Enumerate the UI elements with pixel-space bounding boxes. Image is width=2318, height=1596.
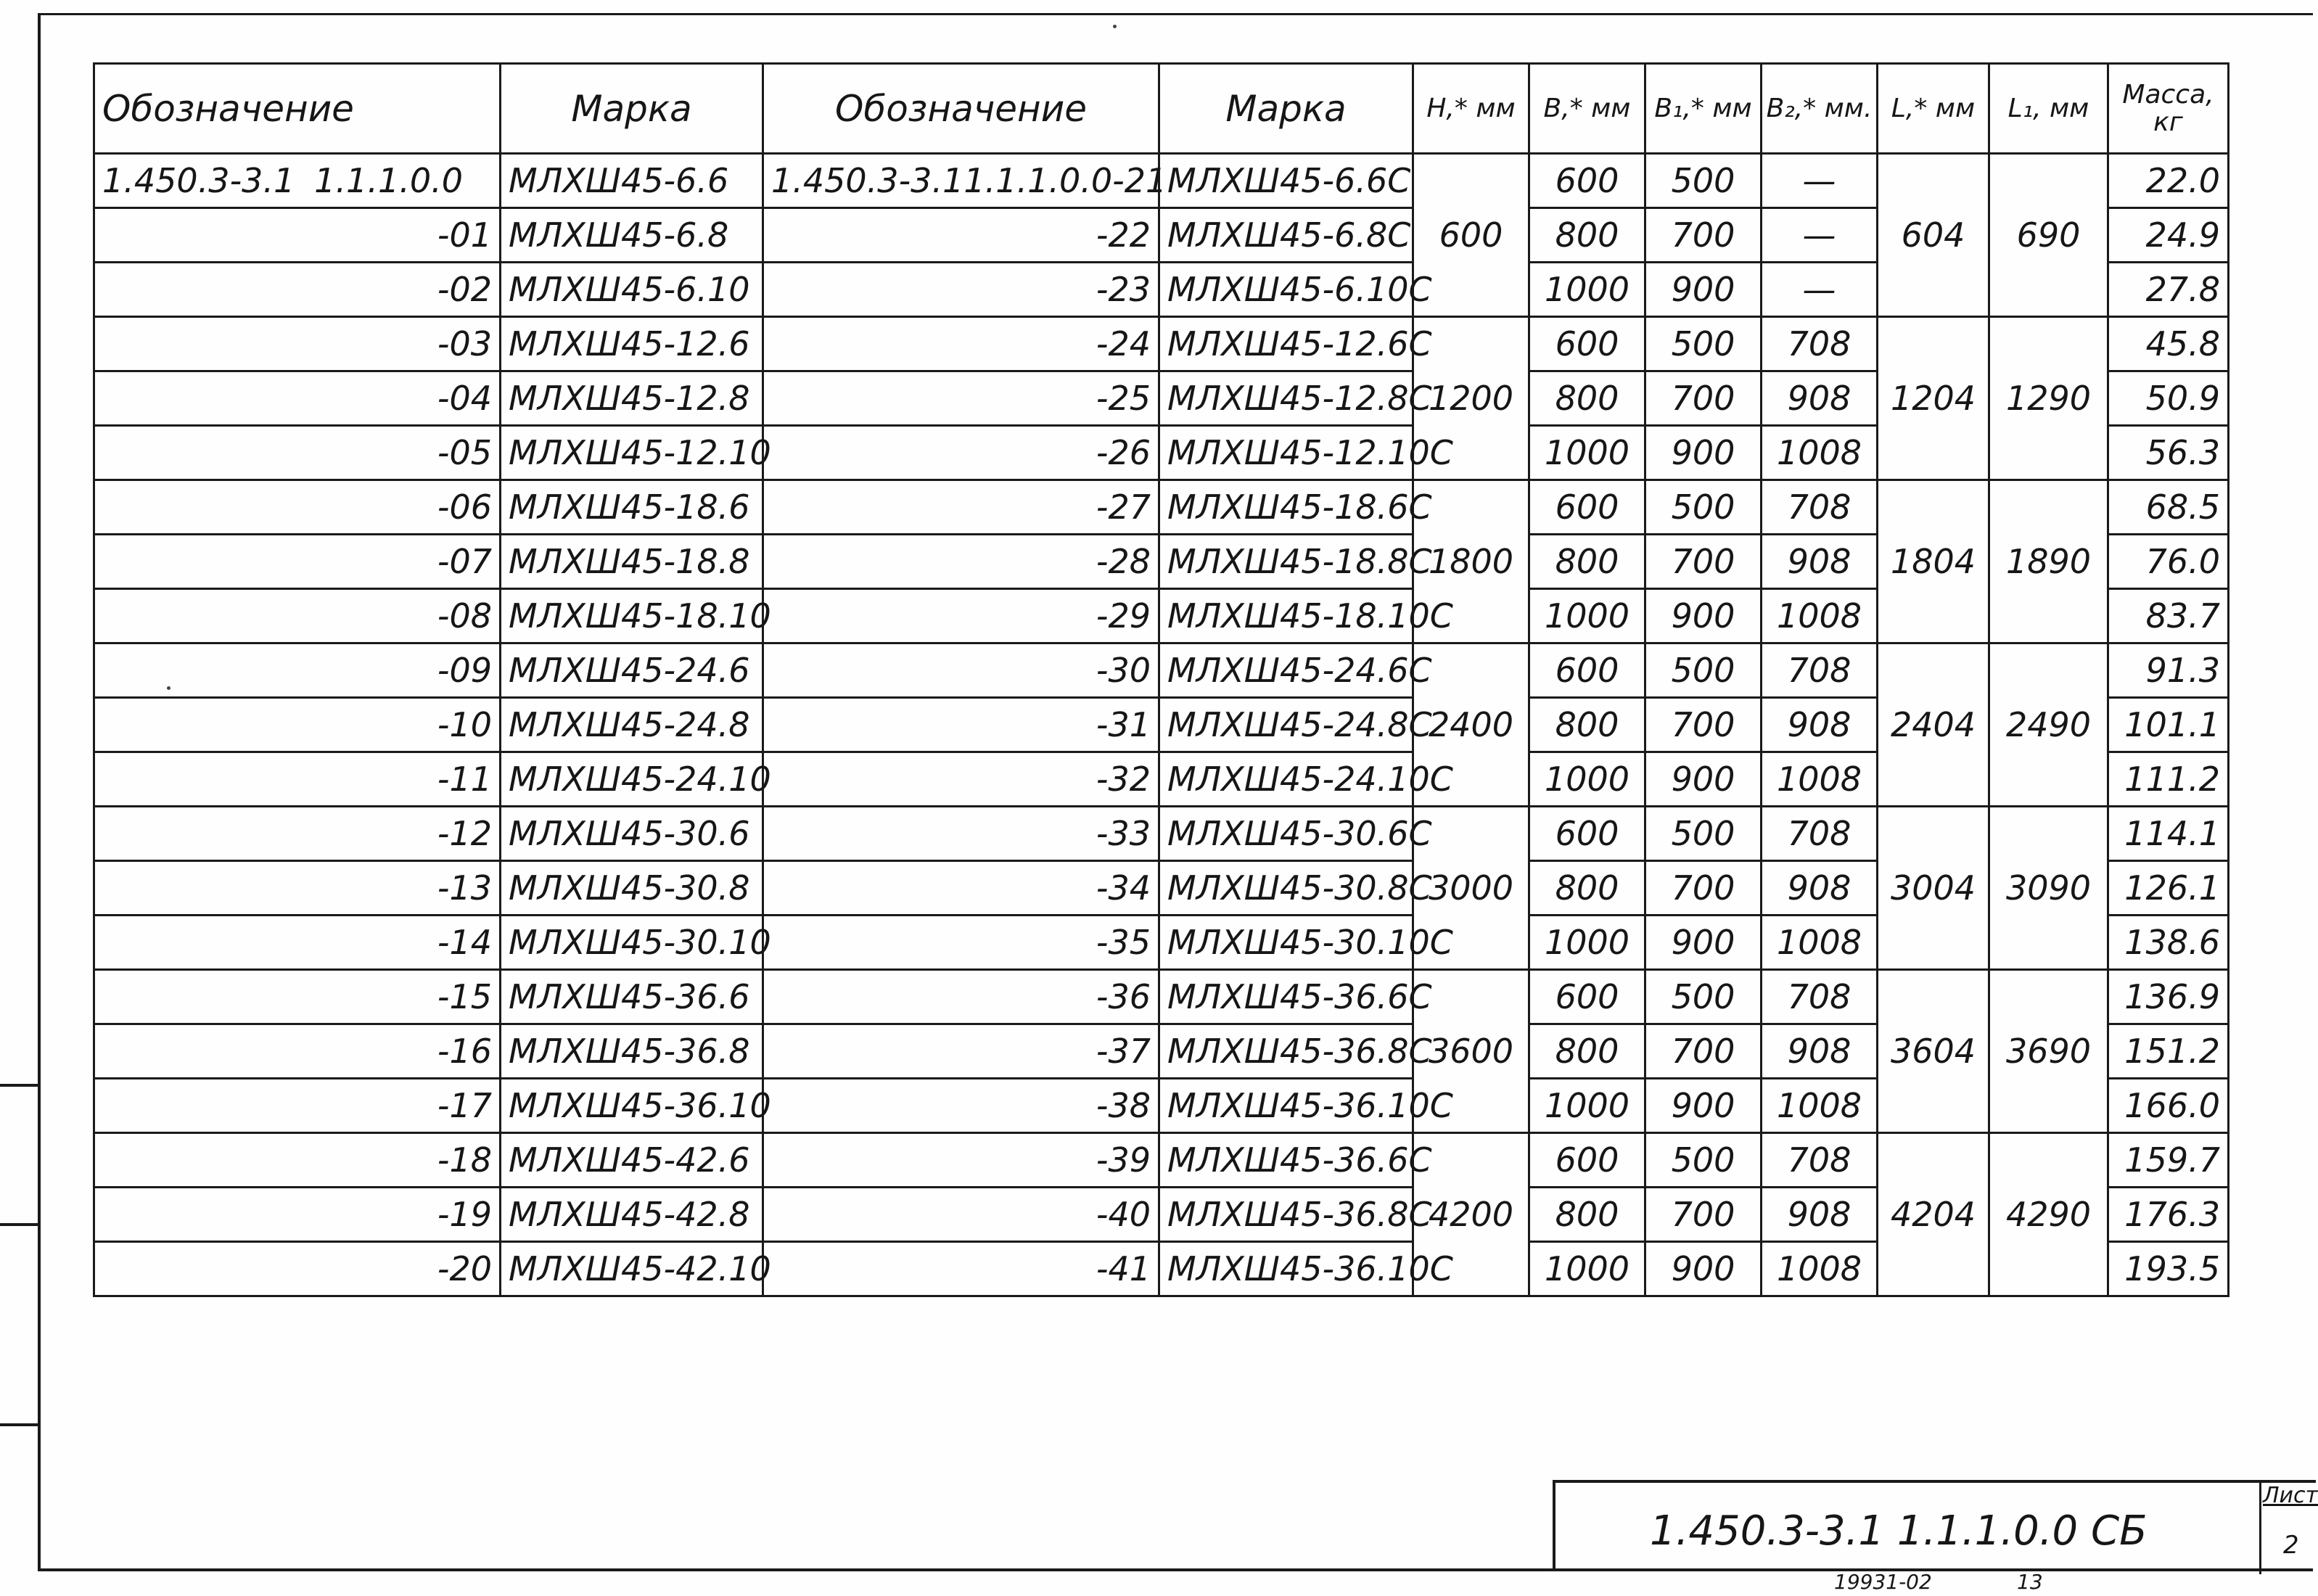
table-row <box>94 1133 2229 1188</box>
length-cell: 1804 <box>1878 480 1989 643</box>
b1-cell: 500 <box>1645 970 1762 1024</box>
mark-cell-2: МЛХШ45-36.6С <box>1159 970 1413 1024</box>
designation-cell-2: -25 <box>763 371 1159 426</box>
title-block <box>1553 1480 2316 1571</box>
b1-cell: 700 <box>1645 1188 1762 1242</box>
b1-cell: 500 <box>1645 807 1762 861</box>
length-cell: 3604 <box>1878 970 1989 1133</box>
designation-cell: -18 <box>94 1133 501 1188</box>
margin-tick <box>0 1223 38 1226</box>
header-mark: Марка <box>501 64 763 154</box>
b2-cell: 1008 <box>1762 916 1878 970</box>
designation-code: 1.450.3-3.1 <box>102 161 295 200</box>
b1-cell: 700 <box>1645 861 1762 916</box>
designation-cell-2: -29 <box>763 589 1159 643</box>
height-cell: 2400 <box>1413 643 1529 807</box>
mass-cell: 24.9 <box>2108 208 2229 263</box>
margin-tick <box>0 1423 38 1426</box>
header-row <box>94 64 2229 154</box>
mark-cell-2: МЛХШ45-24.6С <box>1159 643 1413 698</box>
height-cell: 1800 <box>1413 480 1529 643</box>
mass-cell: 166.0 <box>2108 1079 2229 1133</box>
b1-cell: 500 <box>1645 480 1762 535</box>
mark-cell: МЛХШ45-24.6 <box>501 643 763 698</box>
mark-cell-2: МЛХШ45-36.10С <box>1159 1242 1413 1296</box>
designation-cell: -12 <box>94 807 501 861</box>
mass-cell: 136.9 <box>2108 970 2229 1024</box>
mass-cell: 138.6 <box>2108 916 2229 970</box>
b-cell: 1000 <box>1529 589 1645 643</box>
mark-cell-2: МЛХШ45-24.10С <box>1159 752 1413 807</box>
mass-cell: 151.2 <box>2108 1024 2229 1079</box>
b-cell: 1000 <box>1529 916 1645 970</box>
designation-cell-2: -39 <box>763 1133 1159 1188</box>
length-cell: 2404 <box>1878 643 1989 807</box>
designation-cell-2: -26 <box>763 426 1159 480</box>
mass-cell: 159.7 <box>2108 1133 2229 1188</box>
mark-cell-2: МЛХШ45-12.8С <box>1159 371 1413 426</box>
mark-cell: МЛХШ45-6.8 <box>501 208 763 263</box>
b1-cell: 500 <box>1645 154 1762 208</box>
b2-cell: — <box>1762 154 1878 208</box>
designation-cell: -20 <box>94 1242 501 1296</box>
designation-cell-2: -28 <box>763 535 1159 589</box>
header-mark-2: Марка <box>1159 64 1413 154</box>
designation-cell: -15 <box>94 970 501 1024</box>
mark-cell-2: МЛХШ45-30.8С <box>1159 861 1413 916</box>
b-cell: 800 <box>1529 535 1645 589</box>
b-cell: 1000 <box>1529 1079 1645 1133</box>
mark-cell: МЛХШ45-6.10 <box>501 263 763 317</box>
designation-cell: -02 <box>94 263 501 317</box>
designation-cell: -11 <box>94 752 501 807</box>
height-cell: 600 <box>1413 154 1529 317</box>
b2-cell: 708 <box>1762 1133 1878 1188</box>
b2-cell: 1008 <box>1762 1242 1878 1296</box>
header-b2: B₂,* мм. <box>1762 64 1878 154</box>
header-l: L,* мм <box>1878 64 1989 154</box>
designation-cell-2: -40 <box>763 1188 1159 1242</box>
b-cell: 600 <box>1529 317 1645 371</box>
mark-cell: МЛХШ45-36.8 <box>501 1024 763 1079</box>
mark-cell-2: МЛХШ45-18.6С <box>1159 480 1413 535</box>
table-row <box>94 970 2229 1024</box>
designation-cell: -07 <box>94 535 501 589</box>
table-row <box>94 317 2229 371</box>
designation-cell-2: -31 <box>763 698 1159 752</box>
b1-cell: 500 <box>1645 1133 1762 1188</box>
length1-cell: 2490 <box>1989 643 2108 807</box>
designation-cell: -08 <box>94 589 501 643</box>
b2-cell: 1008 <box>1762 589 1878 643</box>
designation-cell: -06 <box>94 480 501 535</box>
b1-cell: 900 <box>1645 1242 1762 1296</box>
header-h: H,* мм <box>1413 64 1529 154</box>
designation-cell: -05 <box>94 426 501 480</box>
designation-cell: -04 <box>94 371 501 426</box>
mass-cell: 101.1 <box>2108 698 2229 752</box>
designation-cell: -09 <box>94 643 501 698</box>
designation-cell: -13 <box>94 861 501 916</box>
designation-cell: -10 <box>94 698 501 752</box>
designation-cell-2: -24 <box>763 317 1159 371</box>
designation-cell-2: -38 <box>763 1079 1159 1133</box>
b1-cell: 900 <box>1645 263 1762 317</box>
mass-cell: 76.0 <box>2108 535 2229 589</box>
height-cell: 4200 <box>1413 1133 1529 1296</box>
b2-cell: 908 <box>1762 861 1878 916</box>
b1-cell: 500 <box>1645 643 1762 698</box>
mark-cell: МЛХШ45-42.6 <box>501 1133 763 1188</box>
mass-cell: 114.1 <box>2108 807 2229 861</box>
b2-cell: 708 <box>1762 480 1878 535</box>
b2-cell: 708 <box>1762 643 1878 698</box>
mark-cell-2: МЛХШ45-36.10С <box>1159 1079 1413 1133</box>
b1-cell: 900 <box>1645 752 1762 807</box>
length-cell: 4204 <box>1878 1133 1989 1296</box>
designation-cell: -16 <box>94 1024 501 1079</box>
b2-cell: 1008 <box>1762 1079 1878 1133</box>
b2-cell: 708 <box>1762 807 1878 861</box>
header-designation: Обозначение <box>94 64 501 154</box>
mark-cell: МЛХШ45-42.8 <box>501 1188 763 1242</box>
b2-cell: 908 <box>1762 535 1878 589</box>
table-body <box>94 154 2229 1296</box>
header-l1: L₁, мм <box>1989 64 2108 154</box>
mark-cell: МЛХШ45-12.6 <box>501 317 763 371</box>
mass-cell: 45.8 <box>2108 317 2229 371</box>
b2-cell: 1008 <box>1762 752 1878 807</box>
mark-cell: МЛХШ45-6.6 <box>501 154 763 208</box>
designation-cell: -19 <box>94 1188 501 1242</box>
mark-cell: МЛХШ45-18.8 <box>501 535 763 589</box>
mark-cell: МЛХШ45-24.8 <box>501 698 763 752</box>
designation-cell-2: -41 <box>763 1242 1159 1296</box>
designation-code-2: 1.450.3-3.1 <box>771 161 964 200</box>
designation-number-2: 1.1.1.0.0-21 <box>963 161 1167 200</box>
designation-cell-2 <box>763 154 1167 208</box>
mark-cell-2: МЛХШ45-6.8С <box>1159 208 1413 263</box>
designation-cell-2: -23 <box>763 263 1159 317</box>
b2-cell: 908 <box>1762 371 1878 426</box>
length1-cell: 1290 <box>1989 317 2108 480</box>
copy-number: 19931-02 <box>1834 1570 1932 1594</box>
designation-cell: -01 <box>94 208 501 263</box>
b-cell: 600 <box>1529 154 1645 208</box>
sheet-number: 2 <box>2283 1531 2299 1560</box>
designation-cell-2: -36 <box>763 970 1159 1024</box>
mark-cell: МЛХШ45-30.8 <box>501 861 763 916</box>
length-cell: 1204 <box>1878 317 1989 480</box>
mass-cell: 91.3 <box>2108 643 2229 698</box>
length1-cell: 3090 <box>1989 807 2108 970</box>
mark-cell-2: МЛХШ45-30.10С <box>1159 916 1413 970</box>
b-cell: 800 <box>1529 1188 1645 1242</box>
mass-cell: 27.8 <box>2108 263 2229 317</box>
designation-cell <box>94 154 501 208</box>
header-designation-2: Обозначение <box>763 64 1159 154</box>
b-cell: 1000 <box>1529 263 1645 317</box>
sheet-label: Лист <box>2263 1483 2318 1508</box>
mass-cell: 126.1 <box>2108 861 2229 916</box>
mark-cell-2: МЛХШ45-12.10С <box>1159 426 1413 480</box>
table-row <box>94 643 2229 698</box>
height-cell: 3000 <box>1413 807 1529 970</box>
document-code: 1.450.3-3.1 1.1.1.0.0 СБ <box>1650 1507 2148 1555</box>
designation-cell: -03 <box>94 317 501 371</box>
designation-cell-2: -30 <box>763 643 1159 698</box>
b1-cell: 900 <box>1645 426 1762 480</box>
designation-cell-2: -22 <box>763 208 1159 263</box>
mark-cell-2: МЛХШ45-6.6С <box>1159 154 1413 208</box>
b-cell: 800 <box>1529 698 1645 752</box>
length1-cell: 3690 <box>1989 970 2108 1133</box>
mark-cell: МЛХШ45-42.10 <box>501 1242 763 1296</box>
b2-cell: 708 <box>1762 317 1878 371</box>
mass-cell: 83.7 <box>2108 589 2229 643</box>
b2-cell: 908 <box>1762 1024 1878 1079</box>
mark-cell-2: МЛХШ45-36.8С <box>1159 1188 1413 1242</box>
table-row <box>94 480 2229 535</box>
mass-cell: 176.3 <box>2108 1188 2229 1242</box>
footer-page: 13 <box>2017 1570 2043 1594</box>
mark-cell: МЛХШ45-12.10 <box>501 426 763 480</box>
mark-cell-2: МЛХШ45-18.8С <box>1159 535 1413 589</box>
specification-table <box>93 62 2229 1297</box>
b-cell: 600 <box>1529 1133 1645 1188</box>
designation-number: 1.1.1.0.0 <box>314 161 463 200</box>
b-cell: 800 <box>1529 861 1645 916</box>
mass-cell: 56.3 <box>2108 426 2229 480</box>
mark-cell-2: МЛХШ45-36.6С <box>1159 1133 1413 1188</box>
b1-cell: 500 <box>1645 317 1762 371</box>
length-cell: 3004 <box>1878 807 1989 970</box>
b-cell: 1000 <box>1529 1242 1645 1296</box>
b2-cell: — <box>1762 208 1878 263</box>
mass-cell: 193.5 <box>2108 1242 2229 1296</box>
b-cell: 1000 <box>1529 426 1645 480</box>
b2-cell: 908 <box>1762 698 1878 752</box>
length1-cell: 1890 <box>1989 480 2108 643</box>
designation-cell-2: -32 <box>763 752 1159 807</box>
designation-cell-2: -27 <box>763 480 1159 535</box>
b-cell: 600 <box>1529 643 1645 698</box>
length1-cell: 690 <box>1989 154 2108 317</box>
b-cell: 800 <box>1529 371 1645 426</box>
mark-cell: МЛХШ45-12.8 <box>501 371 763 426</box>
scan-speck <box>1113 25 1117 28</box>
b-cell: 1000 <box>1529 752 1645 807</box>
table-row <box>94 154 2229 208</box>
mark-cell-2: МЛХШ45-24.8С <box>1159 698 1413 752</box>
b1-cell: 700 <box>1645 535 1762 589</box>
mark-cell: МЛХШ45-18.6 <box>501 480 763 535</box>
sheet-cell <box>2259 1483 2316 1574</box>
mark-cell-2: МЛХШ45-30.6С <box>1159 807 1413 861</box>
mark-cell: МЛХШ45-30.6 <box>501 807 763 861</box>
b1-cell: 900 <box>1645 1079 1762 1133</box>
length-cell: 604 <box>1878 154 1989 317</box>
mark-cell-2: МЛХШ45-6.10С <box>1159 263 1413 317</box>
b2-cell: 908 <box>1762 1188 1878 1242</box>
mass-cell: 111.2 <box>2108 752 2229 807</box>
mark-cell: МЛХШ45-18.10 <box>501 589 763 643</box>
designation-cell-2: -33 <box>763 807 1159 861</box>
b-cell: 600 <box>1529 970 1645 1024</box>
b-cell: 800 <box>1529 1024 1645 1079</box>
header-b: B,* мм <box>1529 64 1645 154</box>
mark-cell: МЛХШ45-36.6 <box>501 970 763 1024</box>
mark-cell-2: МЛХШ45-18.10С <box>1159 589 1413 643</box>
height-cell: 1200 <box>1413 317 1529 480</box>
b1-cell: 700 <box>1645 371 1762 426</box>
b2-cell: 708 <box>1762 970 1878 1024</box>
b1-cell: 700 <box>1645 1024 1762 1079</box>
mass-cell: 68.5 <box>2108 480 2229 535</box>
mark-cell: МЛХШ45-30.10 <box>501 916 763 970</box>
designation-cell: -14 <box>94 916 501 970</box>
mark-cell-2: МЛХШ45-12.6С <box>1159 317 1413 371</box>
designation-cell-2: -35 <box>763 916 1159 970</box>
margin-tick <box>0 1084 38 1087</box>
mark-cell-2: МЛХШ45-36.8С <box>1159 1024 1413 1079</box>
height-cell: 3600 <box>1413 970 1529 1133</box>
b2-cell: 1008 <box>1762 426 1878 480</box>
mass-cell: 22.0 <box>2108 154 2229 208</box>
b1-cell: 900 <box>1645 589 1762 643</box>
b1-cell: 700 <box>1645 208 1762 263</box>
b1-cell: 700 <box>1645 698 1762 752</box>
length1-cell: 4290 <box>1989 1133 2108 1296</box>
b-cell: 600 <box>1529 480 1645 535</box>
designation-cell-2: -34 <box>763 861 1159 916</box>
header-mass: Масса, кг <box>2108 64 2229 154</box>
designation-cell: -17 <box>94 1079 501 1133</box>
header-b1: B₁,* мм <box>1645 64 1762 154</box>
b1-cell: 900 <box>1645 916 1762 970</box>
b-cell: 800 <box>1529 208 1645 263</box>
mark-cell: МЛХШ45-36.10 <box>501 1079 763 1133</box>
b-cell: 600 <box>1529 807 1645 861</box>
mark-cell: МЛХШ45-24.10 <box>501 752 763 807</box>
b2-cell: — <box>1762 263 1878 317</box>
designation-cell-2: -37 <box>763 1024 1159 1079</box>
mass-cell: 50.9 <box>2108 371 2229 426</box>
table-row <box>94 807 2229 861</box>
